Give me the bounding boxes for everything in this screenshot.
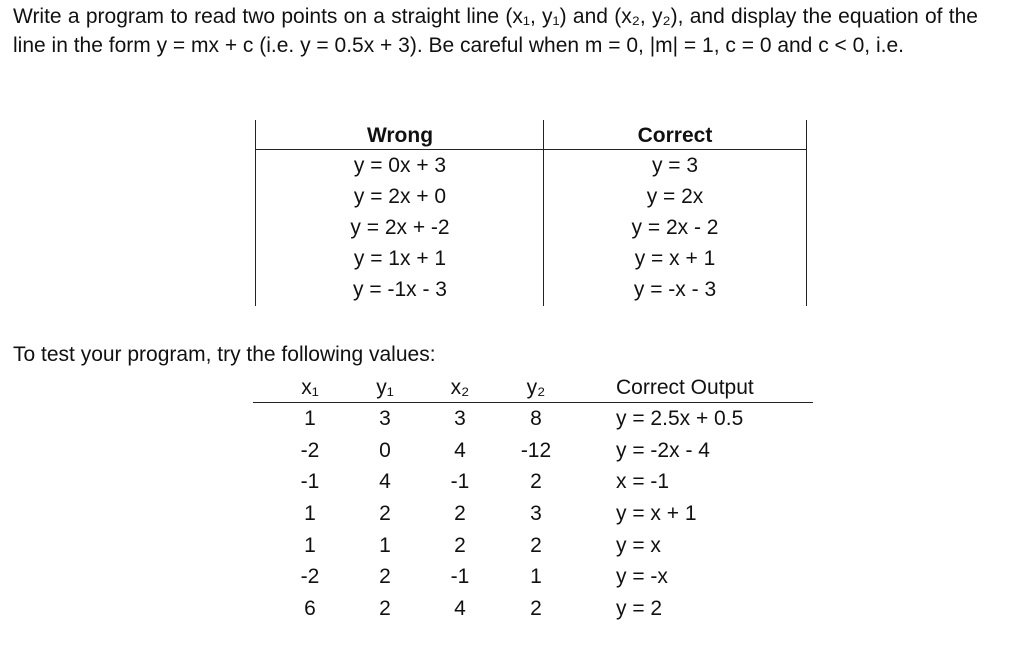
cell-x2: 4 xyxy=(454,438,466,462)
cell-y1: 3 xyxy=(379,407,391,430)
correct-column xyxy=(543,120,807,306)
cell-x2: 3 xyxy=(454,407,466,430)
wrong-column xyxy=(255,120,544,306)
correct-cell: y = 2x xyxy=(646,185,704,208)
table-row xyxy=(253,561,813,593)
cell-x1: -1 xyxy=(300,470,320,494)
cell-y2: 3 xyxy=(530,502,542,526)
table-row xyxy=(253,593,813,625)
cell-x1: 1 xyxy=(304,407,316,430)
correct-cell: y = 2x - 2 xyxy=(631,216,719,239)
cell-output: y = -x xyxy=(616,565,668,589)
cell-output: y = 2 xyxy=(616,597,663,621)
cell-x1: 6 xyxy=(304,597,316,621)
cell-y2: 2 xyxy=(530,597,542,621)
test-values-table xyxy=(253,372,813,625)
correct-cell: y = x + 1 xyxy=(634,247,716,270)
cell-x2: 4 xyxy=(454,597,466,621)
cell-x2: -1 xyxy=(450,565,470,589)
table-row xyxy=(253,466,813,498)
cell-x1: -2 xyxy=(300,438,320,462)
cell-y2: 1 xyxy=(530,565,542,589)
header-y1: y₁ xyxy=(376,376,394,399)
cell-y2: 2 xyxy=(530,533,542,557)
cell-y1: 2 xyxy=(379,565,391,589)
wrong-cell: y = 0x + 3 xyxy=(353,154,447,177)
header-x1: x₁ xyxy=(301,376,319,399)
cell-y2: 2 xyxy=(530,470,542,494)
cell-y1: 0 xyxy=(379,438,391,462)
test-intro: To test your program, try the following values: xyxy=(13,343,436,366)
table-row xyxy=(253,435,813,467)
cell-x1: -2 xyxy=(300,565,320,589)
table-row xyxy=(253,498,813,530)
table-row xyxy=(253,530,813,562)
cell-output: y = 2.5x + 0.5 xyxy=(616,407,744,430)
cell-y1: 4 xyxy=(379,470,391,494)
wrong-cell: y = 2x + 0 xyxy=(353,185,447,208)
wrong-header: Wrong xyxy=(256,120,544,150)
cell-x2: 2 xyxy=(454,533,466,557)
cell-x1: 1 xyxy=(304,533,316,557)
correct-cell: y = 3 xyxy=(651,154,699,177)
cell-output: y = -2x - 4 xyxy=(616,438,710,462)
cell-y2: 8 xyxy=(530,407,542,430)
wrong-cell: y = -1x - 3 xyxy=(353,278,447,301)
header-x2: x₂ xyxy=(450,376,470,399)
cell-x1: 1 xyxy=(304,502,316,526)
wrong-correct-table xyxy=(255,120,807,306)
test-header-row xyxy=(253,372,813,403)
cell-x2: -1 xyxy=(450,470,470,494)
cell-output: x = -1 xyxy=(616,470,670,494)
header-correct-output: Correct Output xyxy=(616,376,754,399)
problem-statement: Write a program to read two points on a straight line (x₁, y₁) and (x₂, y₂), and display the equation of the line in the form y = mx + c (i.e. y = 0.5x + 3). Be careful when m = 0, |m| = 1, c = 0 and c < 0, i.e. xyxy=(13,5,978,57)
wrong-cell: y = 2x + -2 xyxy=(350,216,450,239)
header-y2: y₂ xyxy=(526,376,546,399)
cell-x2: 2 xyxy=(454,502,466,526)
cell-y1: 2 xyxy=(379,597,391,621)
wrong-cell: y = 1x + 1 xyxy=(353,247,447,270)
table-row xyxy=(253,403,813,435)
cell-y1: 1 xyxy=(379,533,391,557)
correct-cell: y = -x - 3 xyxy=(633,278,717,301)
correct-header: Correct xyxy=(544,120,806,150)
cell-y2: -12 xyxy=(520,438,552,462)
cell-output: y = x + 1 xyxy=(616,502,697,526)
cell-output: y = x xyxy=(616,533,661,557)
cell-y1: 2 xyxy=(379,502,391,526)
